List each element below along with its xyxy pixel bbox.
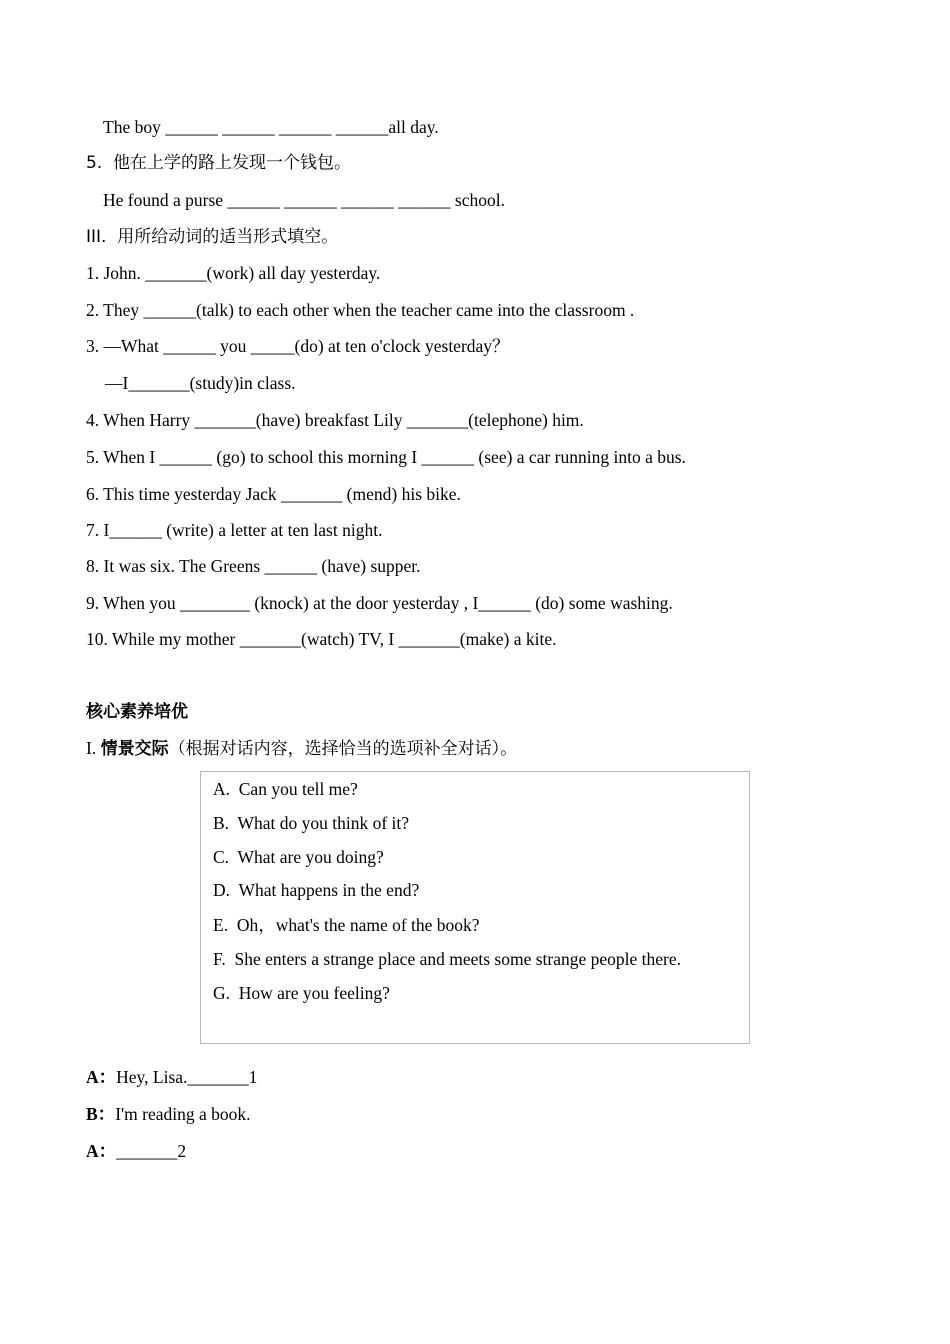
option-e: E. Oh，what's the name of the book? bbox=[213, 915, 480, 935]
option-d: D. What happens in the end? bbox=[213, 880, 420, 900]
section3-heading: III. 用所给动词的适当形式填空。 bbox=[86, 227, 339, 247]
line-the-boy: The boy ______ ______ ______ ______all day. bbox=[103, 117, 439, 137]
exercise-item-4: 4. When Harry _______(have) breakfast Lily _______(telephone) him. bbox=[86, 410, 584, 430]
exercise-item-3-answer: —I_______(study)in class. bbox=[105, 373, 296, 393]
dialogue-line-2 bbox=[86, 1103, 251, 1125]
exercise-item-3: 3. —What ______ you _____(do) at ten o'clock yesterday？ bbox=[86, 336, 510, 356]
exercise-item-6: 6. This time yesterday Jack _______ (mend) his bike. bbox=[86, 484, 461, 504]
speaker-b: B： bbox=[86, 1104, 116, 1124]
speaker-a: A： bbox=[86, 1067, 117, 1087]
dialogue-text: _______2 bbox=[116, 1141, 187, 1161]
item5-chinese: 5. 他在上学的路上发现一个钱包。 bbox=[86, 153, 352, 173]
item5-english: He found a purse ______ ______ ______ ______ school. bbox=[103, 190, 505, 210]
part-number: I. bbox=[86, 738, 97, 758]
option-a: A. Can you tell me? bbox=[213, 779, 358, 799]
exercise-item-7: 7. I______ (write) a letter at ten last night. bbox=[86, 520, 383, 540]
option-b: B. What do you think of it? bbox=[213, 813, 410, 833]
part-title: 情景交际 bbox=[100, 739, 169, 759]
exercise-item-10: 10. While my mother _______(watch) TV, I _______(make) a kite. bbox=[86, 629, 557, 649]
exercise-item-8: 8. It was six. The Greens ______ (have) supper. bbox=[86, 556, 421, 576]
option-f: F. She enters a strange place and meets some strange people there. bbox=[213, 949, 682, 969]
core-section-title: 核心素养培优 bbox=[86, 702, 188, 722]
exercise-item-1: 1. John. _______(work) all day yesterday. bbox=[86, 263, 381, 283]
dialogue-line-1 bbox=[86, 1066, 257, 1088]
dialogue-text: Hey, Lisa._______1 bbox=[116, 1067, 258, 1087]
speaker-a: A： bbox=[86, 1141, 117, 1161]
core-part-heading bbox=[86, 737, 517, 760]
dialogue-line-3 bbox=[86, 1140, 186, 1162]
option-c: C. What are you doing? bbox=[213, 847, 384, 867]
option-g: G. How are you feeling? bbox=[213, 983, 390, 1003]
exercise-item-2: 2. They ______(talk) to each other when the teacher came into the classroom . bbox=[86, 300, 635, 320]
exercise-item-5: 5. When I ______ (go) to school this morning I ______ (see) a car running into a bus. bbox=[86, 447, 686, 467]
exercise-item-9: 9. When you ________ (knock) at the door yesterday , I______ (do) some washing. bbox=[86, 593, 673, 613]
part-instruction: （根据对话内容，选择恰当的选项补全对话）。 bbox=[168, 739, 518, 759]
dialogue-text: I'm reading a book. bbox=[115, 1104, 251, 1124]
